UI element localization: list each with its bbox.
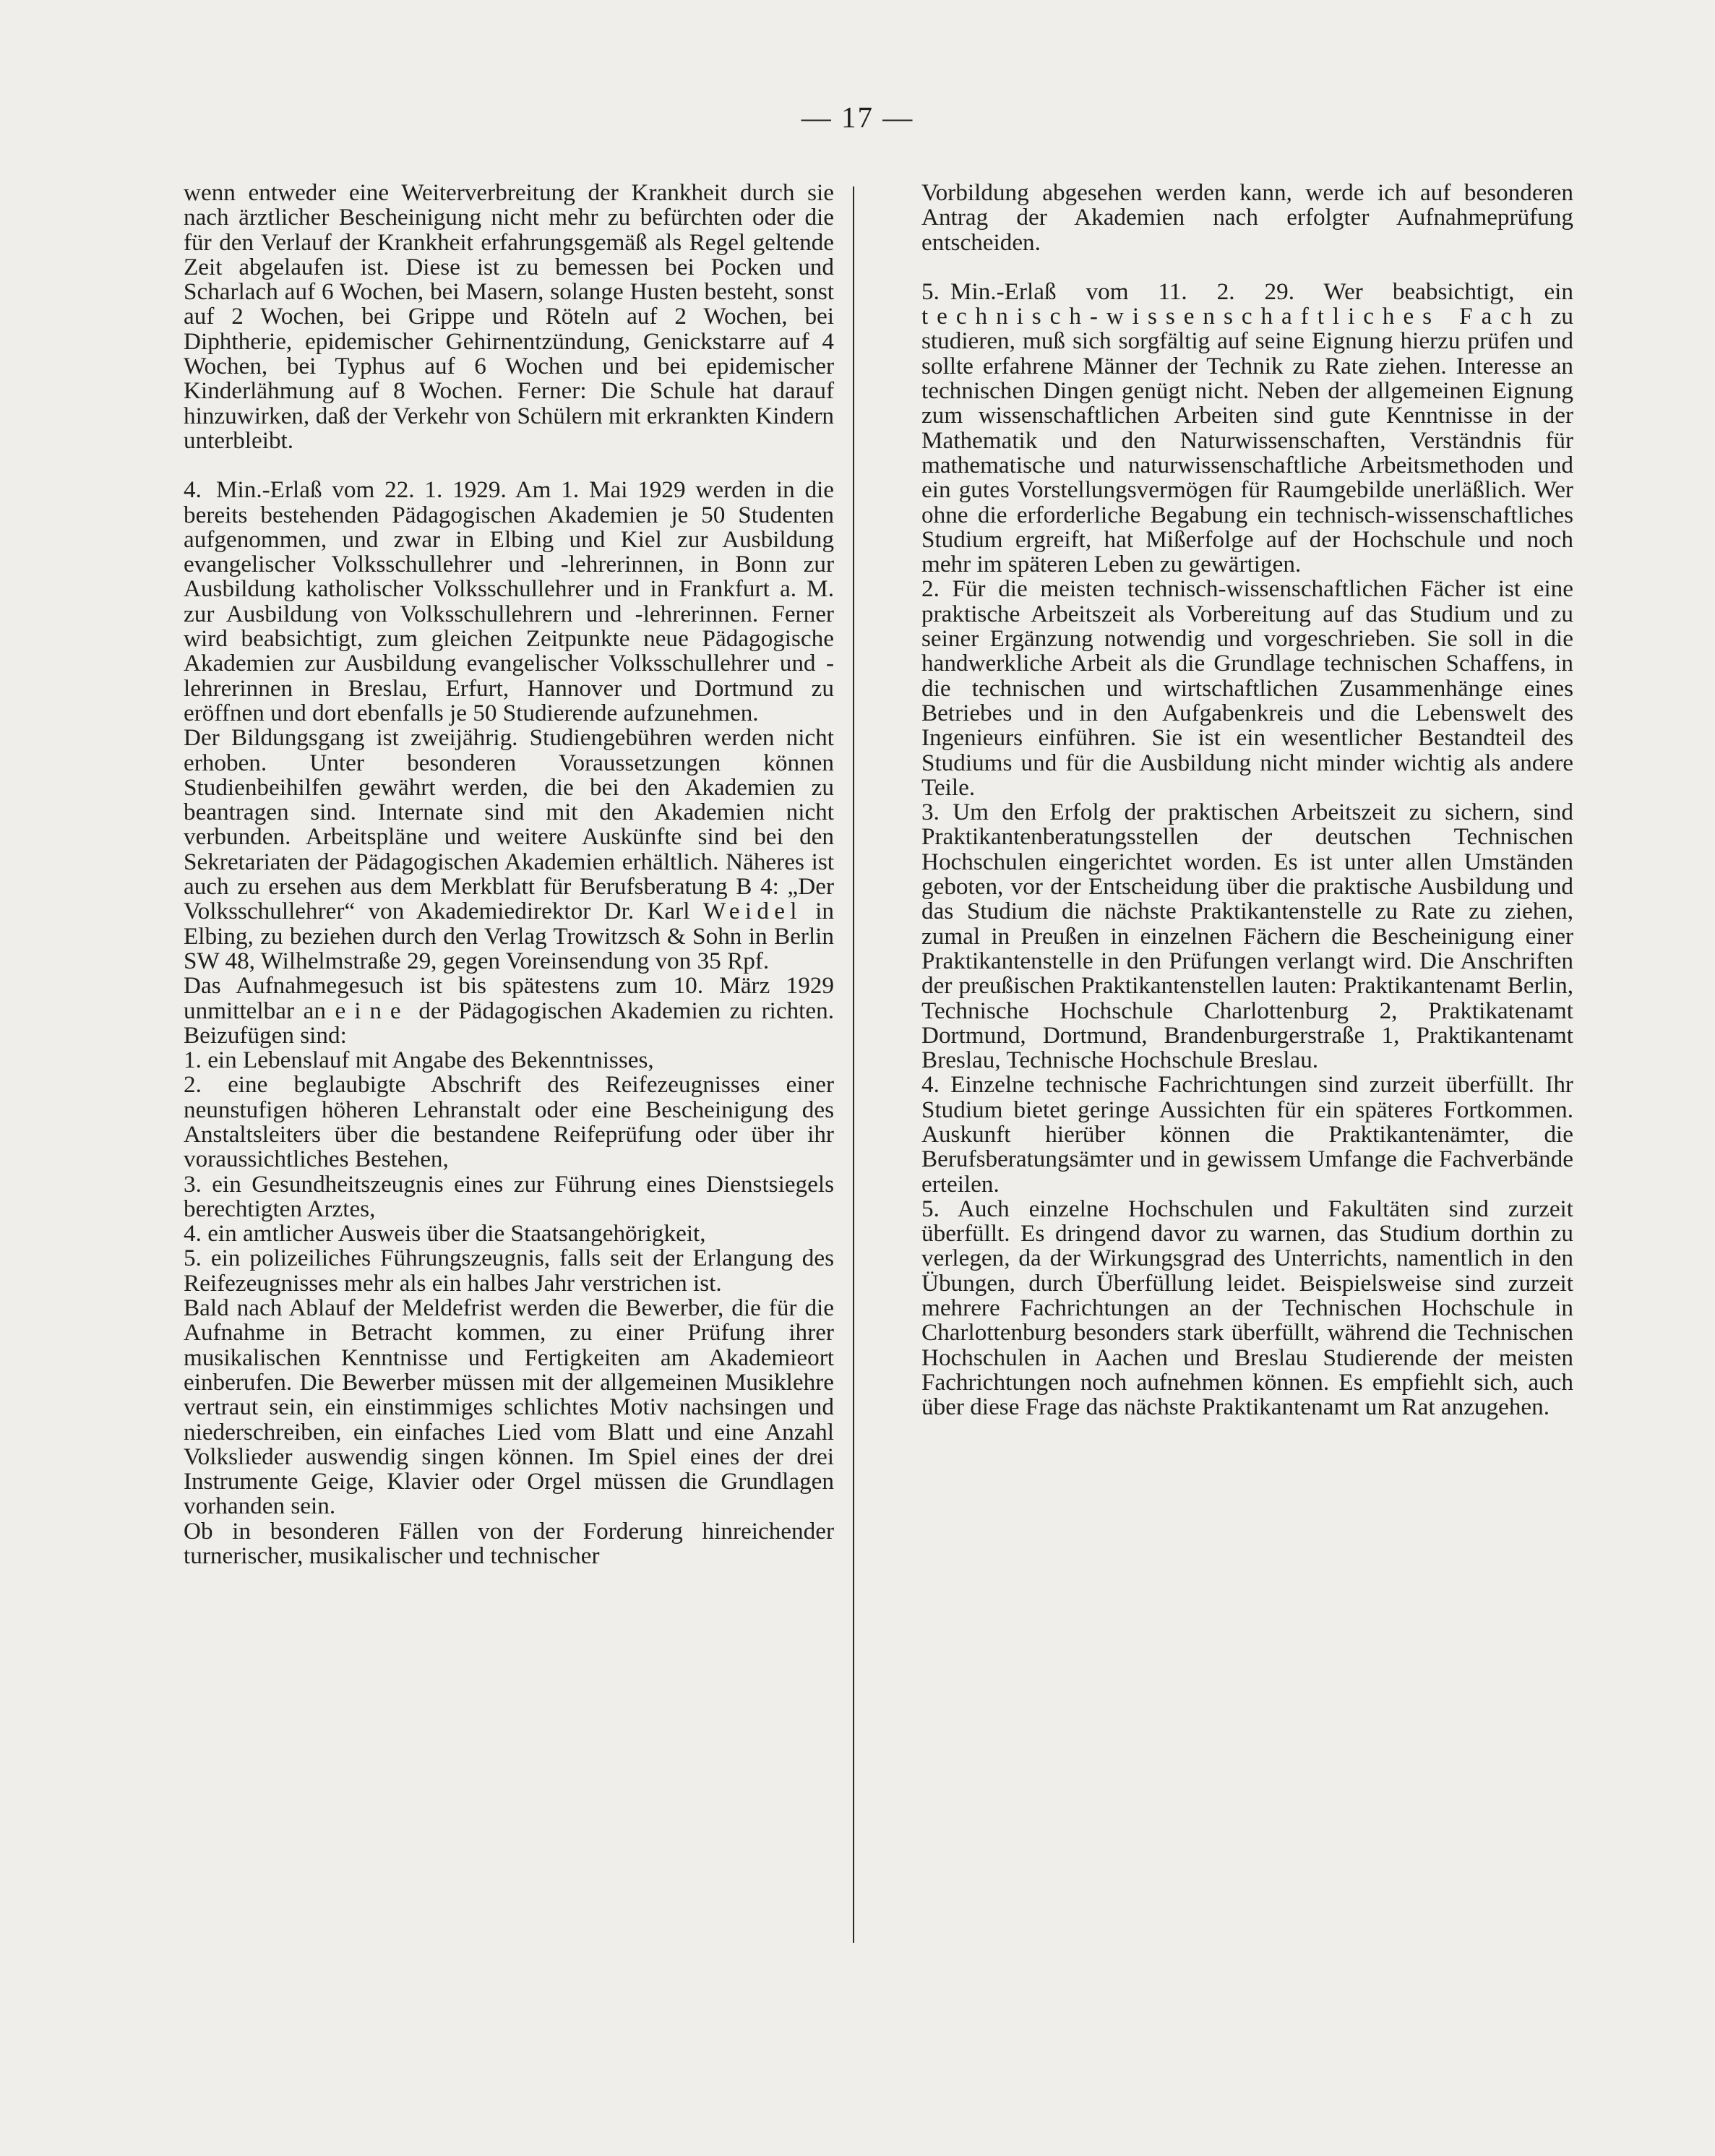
column-divider bbox=[853, 186, 854, 1943]
section-4-paragraph-3 bbox=[184, 974, 834, 1048]
section-4-paragraph-5: Ob in besonderen Fällen von der Forderung hinreichender turnerischer, musikalischer und technischer bbox=[184, 1517, 834, 1570]
paragraph-continuation: Vorbildung abgesehen werden kann, werde ich auf besonderen Antrag der Akademien nach erfolgter Aufnahmeprüfung entscheiden. bbox=[921, 179, 1573, 256]
spaced-word: eine bbox=[335, 997, 410, 1024]
left-column bbox=[184, 181, 834, 1568]
list-item: 1. ein Lebenslauf mit Angabe des Bekenntnisses, bbox=[184, 1047, 654, 1074]
spacer bbox=[184, 453, 834, 478]
section-4-text: Min.-Erlaß vom 22. 1. 1929. Am 1. Mai 1929 werden in die bereits bestehenden Pädagogischen Akademien je 50 Studenten aufgenommen, und zwar in Elbing und Kiel zur Ausbildung evangelischer Volksschullehrer und -lehrerinnen, in Bonn zur Ausbildung katholischer Volksschullehrer und in Frankfurt a. M. zur Ausbildung von Volksschullehrern und -lehrerinnen. Ferner wird beabsichtigt, zum gleichen Zeitpunkte neue Pädagogische Akademien zur Ausbildung evangelischer Volksschullehrer und -lehrerinnen in Breslau, Erfurt, Hannover und Dortmund zu eröffnen und dort ebenfalls je 50 Studierende aufzunehmen. bbox=[184, 476, 834, 726]
spaced-term: technisch-wissenschaftliches Fach bbox=[921, 303, 1541, 330]
section-number: 5. bbox=[921, 278, 940, 305]
paragraph-text: Der Bildungsgang ist zweijährig. Studiengebühren werden nicht erhoben. Unter besonderen Voraussetzungen können Studienbeihilfen gewährt werden, die bei den Akademien zu beantragen sind. Internate sind mit den Akademien nicht verbunden. Arbeitspläne und weitere Auskünfte sind bei den Sekretariaten der Pädagogischen Akademien erhältlich. Näheres ist auch zu ersehen aus dem Merkblatt für Berufsberatung B 4: „Der Volksschullehrer“ von Akademiedirektor Dr. Karl bbox=[184, 724, 834, 925]
paragraph-text: zu studieren, muß sich sorgfältig auf seine Eignung hierzu prüfen und sollte erfahrene Männer der Technik zu Rate ziehen. Interesse an technischen Dingen genügt nicht. Neben der allgemeinen Eignung zum wissenschaftlichen Arbeiten sind gute Kenntnisse in der Mathematik und den Naturwissenschaften, Verständnis für mathematische und naturwissenschaftliche Arbeitsmethoden und ein gutes Vorstellungsvermögen für Raumgebilde unerläßlich. Wer ohne die erforderliche Begabung ein technisch-wissenschaftliches Studium ergreift, hat Mißerfolge auf der Hochschule und noch mehr im späteren Leben zu gewärtigen. bbox=[921, 303, 1573, 578]
right-column bbox=[921, 181, 1573, 1420]
spacer bbox=[921, 255, 1573, 280]
list-item: 3. ein Gesundheitszeugnis eines zur Führung eines Dienstsiegels berechtigten Arztes, bbox=[184, 1170, 834, 1222]
section-5-intro bbox=[921, 280, 1573, 577]
paragraph-continuation: wenn entweder eine Weiterverbreitung der Krankheit durch sie nach ärztlicher Bescheinigung nicht mehr zu befürchten oder die für den Verlauf der Krankheit erfahrungsgemäß als Regel geltende Zeit abgelaufen ist. Diese ist zu bemessen bei Pocken und Scharlach auf 6 Wochen, bei Masern, solange Husten besteht, sonst auf 2 Wochen, bei Grippe und Röteln auf 2 Wochen, bei Diphtherie, epidemischer Gehirnentzündung, Genickstarre auf 4 Wochen, bei Typhus auf 6 Wochen und bei epidemischer Kinderlähmung auf 8 Wochen. Ferner: Die Schule hat darauf hinzuwirken, daß der Verkehr von Schülern mit erkrankten Kindern unterbleibt. bbox=[184, 179, 834, 454]
section-5-paragraph-3: 3. Um den Erfolg der praktischen Arbeitszeit zu sichern, sind Praktikantenberatungsstellen der deutschen Technischen Hochschulen eingerichtet worden. Es ist unter allen Umständen geboten, vor der Entscheidung über die praktische Ausbildung und das Studium die nächste Praktikantenstelle zu Rate zu ziehen, zumal in Preußen in einzelnen Fächern die Bescheinigung einer Praktikantenstelle in den Prüfungen verlangt wird. Die Anschriften der preußischen Praktikantenstellen lauten: Praktikantenamt Berlin, Technische Hochschule Charlottenburg 2, Praktikatenamt Dortmund, Dortmund, Brandenburgerstraße 1, Praktikantenamt Breslau, Technische Hochschule Breslau. bbox=[921, 799, 1573, 1074]
paragraph-text: in Elbing, zu beziehen durch den Verlag Trowitzsch & Sohn in Berlin SW 48, Wilhelmstraße 29, gegen Voreinsendung von 35 Rpf. bbox=[184, 898, 834, 974]
paragraph-text: der Pädagogischen Akademien zu richten. Beizufügen sind: bbox=[184, 997, 835, 1049]
list-item: 4. ein amtlicher Ausweis über die Staatsangehörigkeit, bbox=[184, 1220, 706, 1247]
paragraph-text: Min.-Erlaß vom 11. 2. 29. Wer beabsichtigt, ein bbox=[950, 278, 1573, 305]
paragraph-text: Das Aufnahmegesuch ist bis spätestens zum 10. März 1929 unmittelbar an bbox=[184, 972, 834, 1024]
section-5-paragraph-2: 2. Für die meisten technisch-wissenschaftlichen Fächer ist eine praktische Arbeitszeit als Vorbereitung auf das Studium und zu seiner Ergänzung notwendig und vorgeschrieben. Sie soll in die handwerkliche Arbeit als die Grundlage technischen Schaffens, in die technischen und wirtschaftlichen Zusammenhänge eines Betriebes und in den Aufgabenkreis und die Lebenswelt des Ingenieurs einführen. Sie ist ein wesentlicher Bestandteil des Studiums und für die Ausbildung nicht minder wichtig als andere Teile. bbox=[921, 575, 1573, 801]
list-item: 5. ein polizeiliches Führungszeugnis, falls seit der Erlangung des Reifezeugnisses mehr als ein halbes Jahr verstrichen ist. bbox=[184, 1245, 834, 1297]
section-5-paragraph-5: 5. Auch einzelne Hochschulen und Fakultäten sind zurzeit überfüllt. Es dringend davor zu warnen, das Studium dorthin zu verlegen, da der Wirkungsgrad des Unterrichts, namentlich in den Übungen, durch Überfüllung leidet. Beispielsweise sind zurzeit mehrere Fachrichtungen an der Technischen Hochschule in Charlottenburg besonders stark überfüllt, während die Technischen Hochschulen in Aachen und Breslau Studierende der meisten Fachrichtungen noch aufnehmen können. Es empfiehlt sich, auch über diese Frage das nächste Praktikantenamt um Rat anzugehen. bbox=[921, 1195, 1573, 1421]
page-number: — 17 — bbox=[801, 100, 914, 134]
section-4-paragraph-4: Bald nach Ablauf der Meldefrist werden die Bewerber, die für die Aufnahme in Betracht kommen, zu einer Prüfung ihrer musikalischen Kenntnisse und Fertigkeiten am Akademieort einberufen. Die Bewerber müssen mit der allgemeinen Musiklehre vertraut sein, ein einstimmiges schlichtes Motiv nachsingen und niederschreiben, ein einfaches Lied vom Blatt und eine Anzahl Volkslieder auswendig singen können. Im Spiel eines der drei Instrumente Geige, Klavier oder Orgel müssen die Grundlagen vorhanden sein. bbox=[184, 1294, 834, 1520]
section-4-paragraph-2 bbox=[184, 726, 834, 974]
spaced-name: Weidel bbox=[702, 898, 802, 925]
section-number: 4. bbox=[184, 476, 202, 504]
list-item: 2. eine beglaubigte Abschrift des Reifezeugnisses einer neunstufigen höheren Lehranstalt oder eine Bescheinigung des Anstaltsleiters über die bestandene Reifeprüfung oder über ihr voraussichtliches Bestehen, bbox=[184, 1071, 834, 1173]
section-4-intro bbox=[184, 478, 834, 726]
section-5-paragraph-4: 4. Einzelne technische Fachrichtungen sind zurzeit überfüllt. Ihr Studium bietet geringe Aussichten für ein späteres Fortkommen. Auskunft hierüber können die Praktikantenämter, die Berufsberatungsämter und in gewissem Umfange die Fachverbände erteilen. bbox=[921, 1071, 1573, 1198]
